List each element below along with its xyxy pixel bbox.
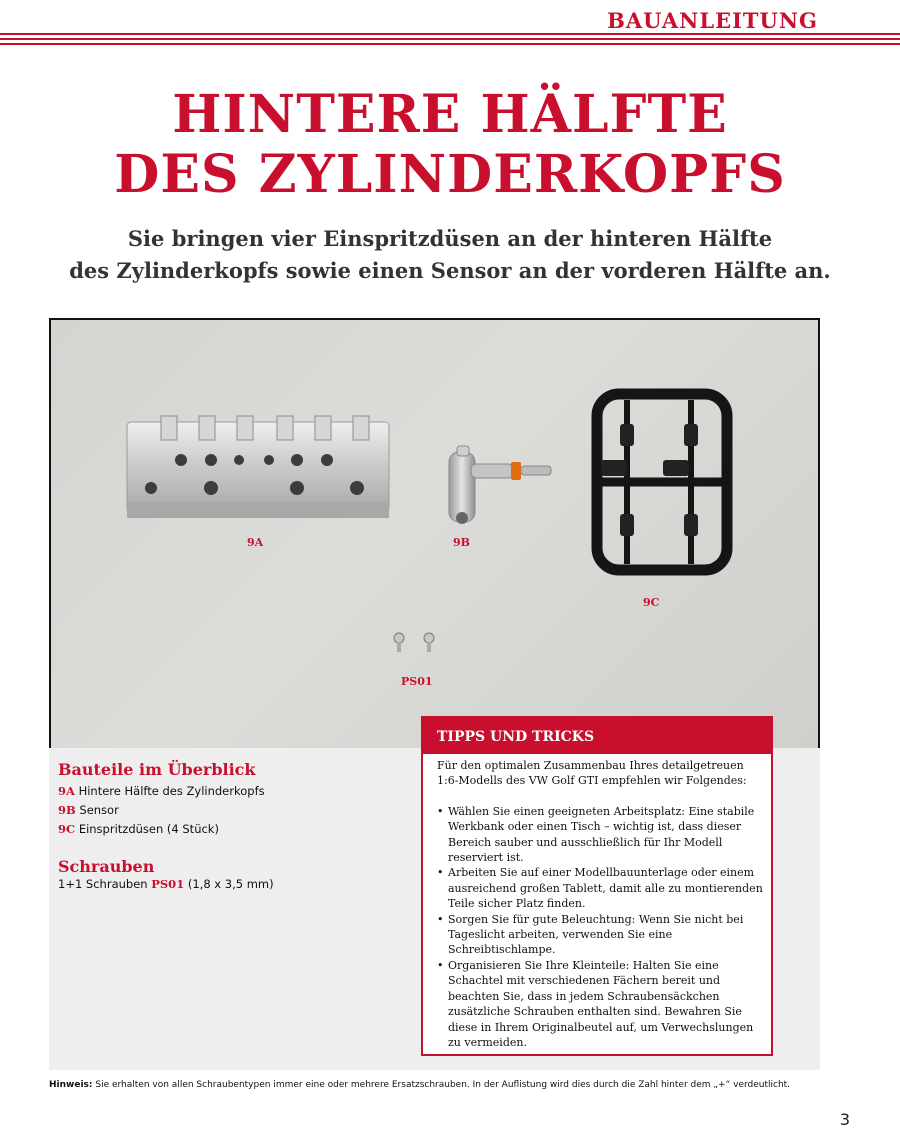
note-text: Sie erhalten von allen Schraubentypen immer eine oder mehrere Ersatzschrauben. In der Auflistung wird dies durch die Zahl hinter dem „+“ verdeutlicht. [95, 1080, 791, 1090]
part-item [58, 784, 265, 798]
tips-heading: TIPPS UND TRICKS [423, 718, 771, 754]
part-code: 9A [58, 784, 75, 798]
tips-box [421, 716, 773, 1056]
tip-item: • Organisieren Sie Ihre Kleinteile: Halten Sie eine Schachtel mit verschiedenen Fächern bereit und beachten Sie, dass in jedem Schraubensäckchen zusätzliche Schrauben enthalten sind. Bewahren Sie diese in Ihrem Originalbeutel auf, um Verwechslungen zu vermeiden. [437, 958, 763, 1050]
screws-part [394, 633, 434, 652]
subtitle-line-1: Sie bringen vier Einspritzdüsen an der hinteren Hälfte [127, 226, 773, 251]
injector-sprue-part [597, 394, 727, 570]
page-subtitle [0, 223, 900, 287]
part-text: Einspritzdüsen (4 Stück) [78, 822, 219, 836]
section-header: BAUANLEITUNG [607, 8, 818, 33]
tip-item: • Sorgen Sie für gute Beleuchtung: Wenn Sie nicht bei Tageslicht arbeiten, verwenden Sie eine Schreibtischlampe. [437, 912, 763, 958]
subtitle-line-2: des Zylinderkopfs sowie einen Sensor an der vorderen Hälfte an. [69, 258, 831, 283]
screws-size: (1,8 x 3,5 mm) [187, 877, 274, 891]
part-code: 9B [58, 803, 76, 817]
cylinder-head-part [127, 416, 389, 518]
part-item [58, 822, 219, 836]
parts-photo [49, 318, 820, 750]
header-stripe [0, 43, 900, 45]
tips-list [437, 804, 763, 1051]
tip-item: • Wählen Sie einen geeigneten Arbeitsplatz: Eine stabile Werkbank oder einen Tisch – wichtig ist, dass dieser Bereich sauber und ausschließlich für Ihr Modell reserviert ist. [437, 804, 763, 866]
header-stripe [0, 33, 900, 35]
label-9c: 9C [643, 596, 660, 609]
tip-item: • Arbeiten Sie auf einer Modellbauunterlage oder einem ausreichend großen Tablett, damit alle zu montierenden Teile sicher Platz finden. [437, 865, 763, 911]
footer-note [49, 1080, 849, 1090]
screws-line [58, 877, 274, 891]
label-ps01: PS01 [401, 675, 433, 688]
label-9b: 9B [453, 536, 470, 549]
page-title [0, 85, 900, 205]
part-item [58, 803, 119, 817]
label-9a: 9A [247, 536, 264, 549]
part-text: Hintere Hälfte des Zylinderkopfs [78, 784, 265, 798]
parts-heading: Bauteile im Überblick [58, 760, 256, 779]
note-label: Hinweis: [49, 1080, 93, 1090]
header-stripe [0, 38, 900, 40]
tips-body [437, 758, 763, 1050]
screws-prefix: 1+1 Schrauben [58, 877, 148, 891]
tips-intro: Für den optimalen Zusammenbau Ihres detailgetreuen 1:6-Modells des VW Golf GTI empfehlen wir Folgendes: [437, 759, 747, 788]
sensor-part [449, 446, 551, 524]
page-number: 3 [839, 1110, 850, 1129]
parts-illustration [51, 320, 818, 748]
title-line-1: HINTERE HÄLFTE [172, 84, 728, 145]
part-text: Sensor [79, 803, 119, 817]
screws-code: PS01 [151, 877, 185, 891]
screws-heading: Schrauben [58, 857, 155, 876]
part-code: 9C [58, 822, 76, 836]
title-line-2: DES ZYLINDERKOPFS [114, 144, 786, 205]
